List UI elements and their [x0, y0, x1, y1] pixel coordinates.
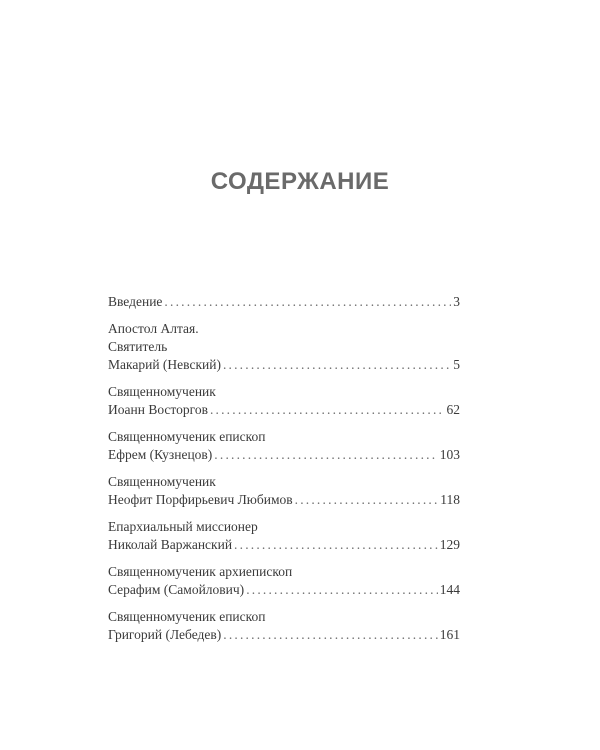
toc-page-number: 3	[453, 294, 460, 309]
toc-page-number: 129	[439, 537, 460, 552]
toc-entry-makariy[interactable]	[108, 320, 460, 374]
toc-entry-neofit[interactable]	[108, 473, 460, 509]
toc-entry-line	[108, 356, 460, 374]
toc-entry-subtitle: Священномученик епископ	[108, 609, 266, 624]
toc-entry-subtitle: Священномученик	[108, 474, 216, 489]
toc-entry-title: Ефрем (Кузнецов)	[108, 447, 213, 462]
toc-entry-title: Введение	[108, 294, 163, 309]
dot-leader	[221, 356, 451, 374]
toc-entry-title: Серафим (Самойлович)	[108, 582, 245, 597]
toc-page-number: 144	[439, 582, 460, 597]
toc-entry-line	[108, 401, 460, 419]
toc-entry-subtitle: Апостол Алтая.	[108, 321, 199, 336]
toc-entry-title: Григорий (Лебедев)	[108, 627, 222, 642]
dot-leader	[208, 401, 445, 419]
toc-entry-title: Макарий (Невский)	[108, 357, 221, 372]
dot-leader	[212, 446, 437, 464]
table-of-contents	[108, 293, 460, 653]
toc-page-number: 5	[453, 357, 460, 372]
toc-entry-line	[108, 581, 460, 599]
toc-entry-line	[108, 626, 460, 644]
toc-page-number: 118	[440, 492, 460, 507]
toc-page-number: 161	[439, 627, 460, 642]
toc-page-number: 62	[446, 402, 460, 417]
dot-leader	[221, 626, 438, 644]
toc-page-number: 103	[439, 447, 460, 462]
toc-entry-serafim[interactable]	[108, 563, 460, 599]
toc-entry-subtitle: Священномученик	[108, 384, 216, 399]
dot-leader	[293, 491, 439, 509]
dot-leader	[244, 581, 438, 599]
toc-entry-efrem[interactable]	[108, 428, 460, 464]
toc-entry-subtitle: Священномученик архиепископ	[108, 564, 293, 579]
toc-entry-line	[108, 536, 460, 554]
toc-entry-line	[108, 446, 460, 464]
toc-entry-line	[108, 293, 460, 311]
toc-entry-title: Неофит Порфирьевич Любимов	[108, 492, 293, 507]
toc-entry-subtitle: Святитель	[108, 339, 168, 354]
dot-leader	[232, 536, 438, 554]
toc-entry-subtitle: Епархиальный миссионер	[108, 519, 258, 534]
toc-entry-line	[108, 491, 460, 509]
dot-leader	[162, 293, 451, 311]
page-title: СОДЕРЖАНИЕ	[210, 168, 390, 195]
toc-entry-title: Николай Варжанский	[108, 537, 233, 552]
toc-entry-title: Иоанн Восторгов	[108, 402, 208, 417]
toc-entry-nikolay[interactable]	[108, 518, 460, 554]
toc-entry-subtitle: Священномученик епископ	[108, 429, 266, 444]
toc-entry-grigoriy[interactable]	[108, 608, 460, 644]
toc-entry-ioann[interactable]	[108, 383, 460, 419]
toc-entry-introduction[interactable]	[108, 293, 460, 311]
